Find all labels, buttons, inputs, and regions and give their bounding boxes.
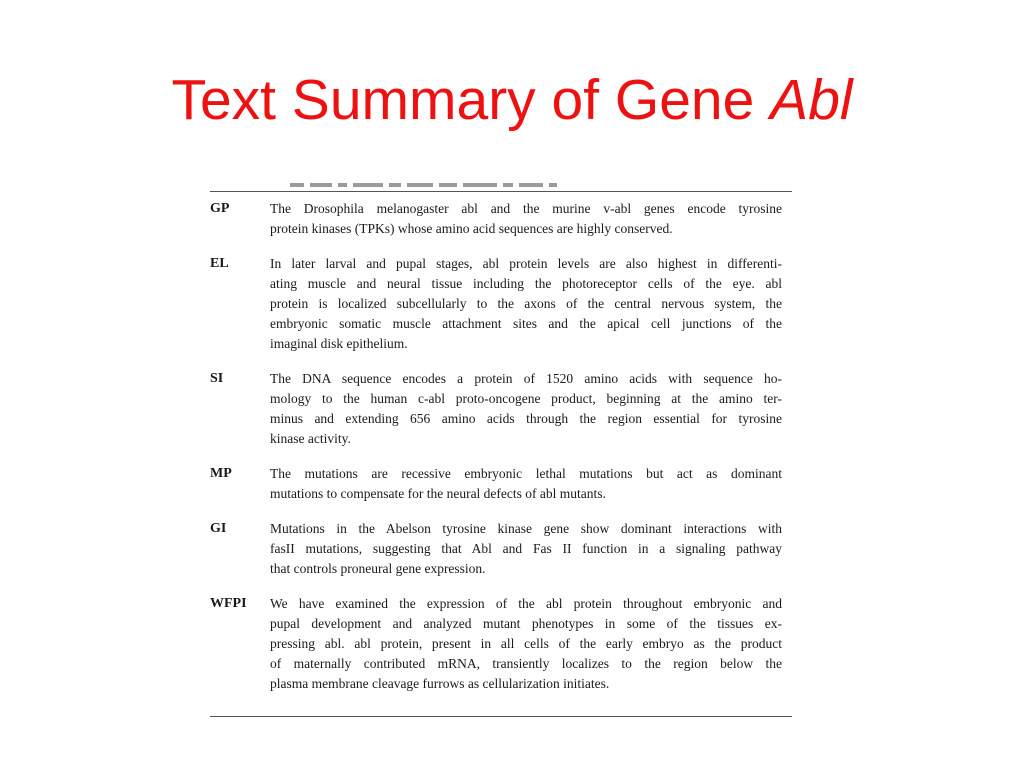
slide-title [0,60,1024,140]
slide-title-text: Text Summary of Gene [171,68,771,132]
entry-text [270,594,782,694]
entry-text-line: that controls proneural gene expression. [270,561,486,576]
summary-entry-mp [210,464,792,504]
entry-text-line: The DNA sequence encodes a protein of 1520 amino acids with sequence ho- [270,371,782,386]
summary-entry-gp [210,199,792,239]
summary-entry-list [210,199,792,709]
entry-text [270,519,782,579]
entry-text-line: mutations to compensate for the neural defects of abl mutants. [270,486,606,501]
entry-text-line: of maternally contributed mRNA, transiently localizes to the region below the [270,656,782,671]
entry-text [270,254,782,354]
entry-text-line: mology to the human c-abl proto-oncogene product, beginning at the amino ter- [270,391,782,406]
document-excerpt [210,175,792,720]
top-rule [210,191,792,192]
summary-entry-el [210,254,792,354]
entry-text [270,369,782,449]
entry-text-line: pupal development and analyzed mutant phenotypes in some of the tissues ex- [270,616,782,631]
entry-code: GP [210,201,230,216]
summary-entry-gi [210,519,792,579]
entry-text-line: protein is localized subcellularly to the axons of the central nervous system, the [270,296,782,311]
entry-code: GI [210,521,227,536]
entry-text-line: The mutations are recessive embryonic lethal mutations but act as dominant [270,466,782,481]
entry-text [270,199,782,239]
entry-text-line: Mutations in the Abelson tyrosine kinase gene show dominant interactions with [270,521,782,536]
summary-entry-si [210,369,792,449]
cropped-text-line [290,183,690,187]
entry-text-line: ating muscle and neural tissue including the photoreceptor cells of the eye. abl [270,276,782,291]
entry-code: WFPI [210,596,247,611]
entry-text [270,464,782,504]
entry-text-line: We have examined the expression of the abl protein throughout embryonic and [270,596,782,611]
entry-text-line: fasII mutations, suggesting that Abl and Fas II function in a signaling pathway [270,541,782,556]
slide-title-gene-name: Abl [770,68,853,132]
entry-text-line: embryonic somatic muscle attachment sites and the apical cell junctions of the [270,316,782,331]
entry-text-line: plasma membrane cleavage furrows as cellularization initiates. [270,676,610,691]
entry-text-line: pressing abl. abl protein, present in all cells of the early embryo as the product [270,636,782,651]
entry-text-line: The Drosophila melanogaster abl and the murine v-abl genes encode tyrosine [270,201,782,216]
entry-text-line: In later larval and pupal stages, abl protein levels are also highest in differenti- [270,256,782,271]
entry-text-line: imaginal disk epithelium. [270,336,408,351]
entry-text-line: protein kinases (TPKs) whose amino acid sequences are highly conserved. [270,221,673,236]
entry-code: EL [210,256,229,271]
bottom-rule [210,716,792,717]
entry-text-line: kinase activity. [270,431,351,446]
entry-text-line: minus and extending 656 amino acids through the region essential for tyrosine [270,411,782,426]
summary-entry-wfpi [210,594,792,694]
entry-code: MP [210,466,232,481]
entry-code: SI [210,371,224,386]
